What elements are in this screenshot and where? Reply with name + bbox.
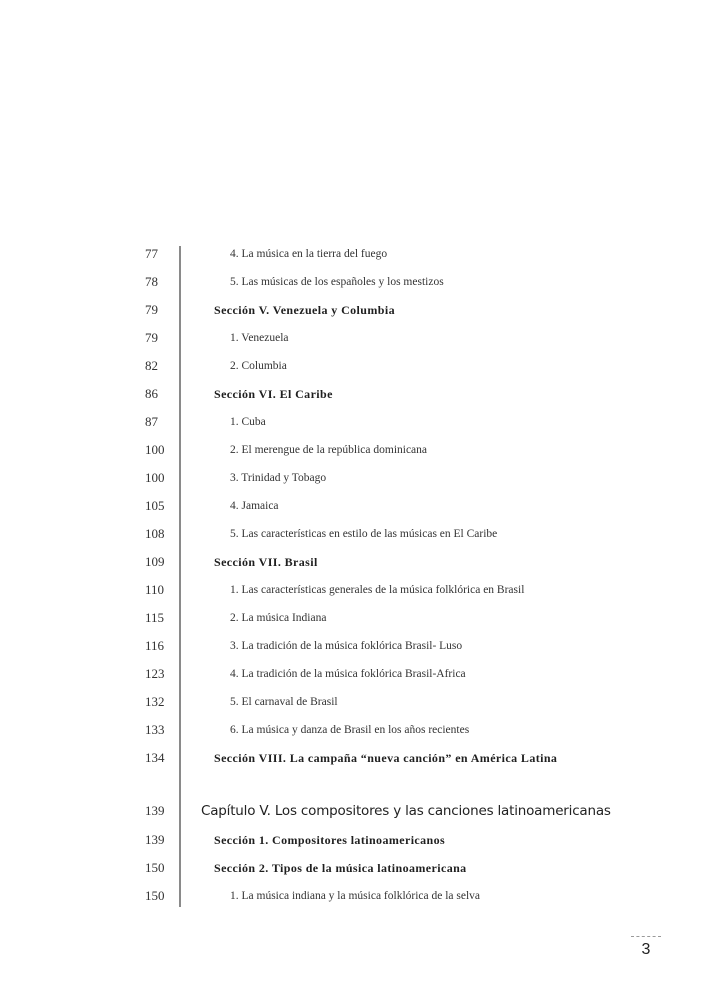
- toc-page-number: 133: [145, 722, 165, 737]
- toc-entry[interactable]: [0, 748, 718, 768]
- toc-section-title: Sección V. Venezuela y Columbia: [214, 303, 395, 317]
- page-footer: [630, 936, 662, 959]
- toc-entry[interactable]: [0, 552, 718, 572]
- toc-entry[interactable]: [0, 272, 718, 292]
- toc-page-number: 87: [145, 414, 158, 429]
- toc-page-number: 150: [145, 888, 165, 903]
- toc-entry[interactable]: [0, 496, 718, 516]
- toc-entry[interactable]: [0, 580, 718, 600]
- toc-entry-title: 5. Las características en estilo de las músicas en El Caribe: [230, 528, 498, 540]
- toc-entry[interactable]: [0, 524, 718, 544]
- toc-entry[interactable]: [0, 328, 718, 348]
- toc-section-title: Sección VI. El Caribe: [214, 387, 333, 401]
- toc-entry-title: 2. La música Indiana: [230, 612, 327, 624]
- toc-page-number: 100: [145, 442, 165, 457]
- toc-page-number: 86: [145, 386, 158, 401]
- toc-page-number: 77: [145, 246, 158, 261]
- toc-section-title: Sección 1. Compositores latinoamericanos: [214, 833, 446, 847]
- toc-entry-title: 3. La tradición de la música foklórica Brasil- Luso: [230, 640, 463, 652]
- toc-entry[interactable]: [0, 468, 718, 488]
- toc-entry[interactable]: [0, 412, 718, 432]
- toc-entry-title: 1. Cuba: [230, 416, 266, 428]
- toc-entry-title: 5. El carnaval de Brasil: [230, 696, 338, 708]
- toc-page-number: 132: [145, 694, 165, 709]
- toc-page-number: 134: [145, 750, 165, 765]
- toc-entry-title: 5. Las músicas de los españoles y los mestizos: [230, 276, 444, 288]
- toc-entry[interactable]: [0, 440, 718, 460]
- toc-entry[interactable]: [0, 858, 718, 878]
- toc-entry-title: 4. Jamaica: [230, 500, 279, 512]
- toc-entry-title: 1. La música indiana y la música folklórica de la selva: [230, 890, 481, 902]
- toc-page-number: 105: [145, 498, 165, 513]
- toc-page-number: 82: [145, 358, 158, 373]
- toc-section-title: Sección 2. Tipos de la música latinoamericana: [214, 861, 467, 875]
- toc-entry-title: 4. La tradición de la música foklórica Brasil-Africa: [230, 668, 466, 680]
- toc-page-number: 139: [145, 803, 165, 818]
- toc-entry[interactable]: [0, 356, 718, 376]
- toc-page-number: 110: [145, 582, 165, 597]
- toc-entry-title: 1. Las características generales de la música folklórica en Brasil: [230, 584, 525, 596]
- toc-entry[interactable]: [0, 830, 718, 850]
- toc-entry[interactable]: [0, 608, 718, 628]
- toc-page-number: 79: [145, 302, 158, 317]
- toc-entry[interactable]: [0, 664, 718, 684]
- toc-section-title: Sección VII. Brasil: [214, 555, 318, 569]
- toc-entry-title: 2. El merengue de la república dominicana: [230, 444, 428, 456]
- toc-page-number: 109: [145, 554, 165, 569]
- toc-section-title: Sección VIII. La campaña “nueva canción” en América Latina: [214, 751, 558, 765]
- page-number: 3: [641, 941, 651, 958]
- toc-page-number: 116: [145, 638, 165, 653]
- toc-entry[interactable]: [0, 244, 718, 264]
- toc-page-number: 100: [145, 470, 165, 485]
- toc-page-number: 79: [145, 330, 158, 345]
- toc-page-number: 108: [145, 526, 165, 541]
- toc-entry-title: 3. Trinidad y Tobago: [230, 472, 327, 484]
- toc-entry[interactable]: [0, 692, 718, 712]
- toc-page-number: 78: [145, 274, 158, 289]
- page-number-rule: [631, 936, 661, 937]
- toc-entry[interactable]: [0, 384, 718, 404]
- toc-entry-title: 4. La música en la tierra del fuego: [230, 248, 388, 260]
- toc-page-number: 139: [145, 832, 165, 847]
- toc-entry[interactable]: [0, 801, 718, 821]
- toc-page-number: 115: [145, 610, 165, 625]
- toc-entry-title: 1. Venezuela: [230, 332, 289, 344]
- toc-page-number: 123: [145, 666, 165, 681]
- toc-entry[interactable]: [0, 886, 718, 906]
- toc-entry[interactable]: [0, 636, 718, 656]
- toc-chapter-title: Capítulo V. Los compositores y las canciones latinoamericanas: [201, 803, 611, 819]
- toc-entry-title: 6. La música y danza de Brasil en los años recientes: [230, 724, 470, 736]
- toc-page-number: 150: [145, 860, 165, 875]
- toc-entry[interactable]: [0, 300, 718, 320]
- toc-entry-title: 2. Columbia: [230, 360, 287, 372]
- toc-entry[interactable]: [0, 720, 718, 740]
